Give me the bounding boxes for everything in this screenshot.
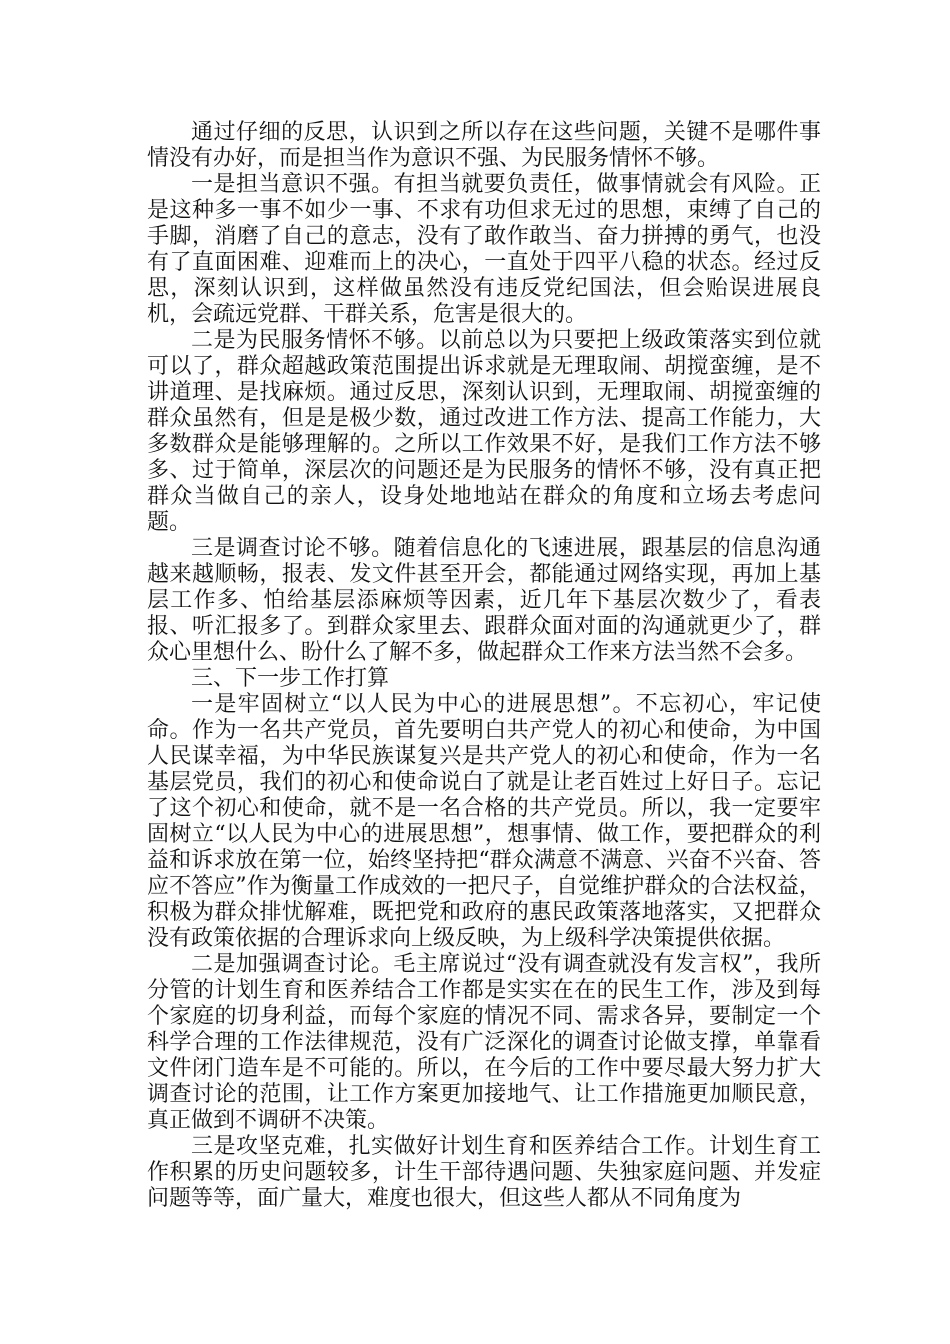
paragraph-strengthen-research: 二是加强调查讨论。毛主席说过“没有调查就没有发言权”，我所分管的计划生育和医养结合工作都是实实在在的民生工作，涉及到每个家庭的切身利益，而每个家庭的情况不同、需求各异，要制定一个科学合理的工作法律规范，没有广泛深化的调查讨论做支撑，单靠看文件闭门造车是不可能的。所以，在今后的工作中要尽最大努力扩大调查讨论的范围，让工作方案更加接地气、让工作措施更加顺民意，真正做到不调研不决策。	[147, 952, 821, 1133]
paragraph-reflection-intro: 通过仔细的反思，认识到之所以存在这些问题，关键不是哪件事情没有办好，而是担当作为意识不强、为民服务情怀不够。	[147, 120, 821, 171]
paragraph-responsibility: 一是担当意识不强。有担当就要负责任，做事情就会有风险。正是这种多一事不如少一事、不求有功但求无过的思想，束缚了自己的手脚，消磨了自己的意志，没有了敢作敢当、奋力拼搏的勇气，也没有了直面困难、迎难而上的决心，一直处于四平八稳的状态。经过反思，深刻认识到，这样做虽然没有违反党纪国法，但会贻误进展良机，会疏远党群、干群关系，危害是很大的。	[147, 172, 821, 327]
section-heading-next-steps: 三、下一步工作打算	[191, 666, 390, 691]
paragraph-service-spirit: 二是为民服务情怀不够。以前总以为只要把上级政策落实到位就可以了，群众超越政策范围提出诉求就是无理取闹、胡搅蛮缠，是不讲道理、是找麻烦。通过反思，深刻认识到，无理取闹、胡搅蛮缠的群众虽然有，但是是极少数，通过改进工作方法、提高工作能力，大多数群众是能够理解的。之所以工作效果不好，是我们工作方法不够多、过于简单，深层次的问题还是为民服务的情怀不够，没有真正把群众当做自己的亲人，设身处地地站在群众的角度和立场去考虑问题。	[147, 328, 821, 535]
paragraph-tackle-difficulties: 三是攻坚克难，扎实做好计划生育和医养结合工作。计划生育工作积累的历史问题较多，计生干部待遇问题、失独家庭问题、并发症问题等等，面广量大，难度也很大，但这些人都从不同角度为	[147, 1134, 821, 1211]
document-body	[147, 120, 821, 1212]
paragraph-people-centered: 一是牢固树立“以人民为中心的进展思想”。不忘初心，牢记使命。作为一名共产党员，首先要明白共产党人的初心和使命，为中国人民谋幸福，为中华民族谋复兴是共产党人的初心和使命，作为一名基层党员，我们的初心和使命说白了就是让老百姓过上好日子。忘记了这个初心和使命，就不是一名合格的共产党员。所以，我一定要牢固树立“以人民为中心的进展思想”，想事情、做工作，要把群众的利益和诉求放在第一位，始终坚持把“群众满意不满意、兴奋不兴奋、答应不答应”作为衡量工作成效的一把尺子，自觉维护群众的合法权益，积极为群众排忧解难，既把党和政府的惠民政策落地落实，又把群众没有政策依据的合理诉求向上级反映，为上级科学决策提供依据。	[147, 692, 821, 951]
paragraph-investigation: 三是调查讨论不够。随着信息化的飞速进展，跟基层的信息沟通越来越顺畅，报表、发文件甚至开会，都能通过网络实现，再加上基层工作多、怕给基层添麻烦等因素，近几年下基层次数少了，看表报、听汇报多了。到群众家里去、跟群众面对面的沟通就更少了，群众心里想什么、盼什么了解不多，做起群众工作来方法当然不会多。	[147, 536, 821, 665]
